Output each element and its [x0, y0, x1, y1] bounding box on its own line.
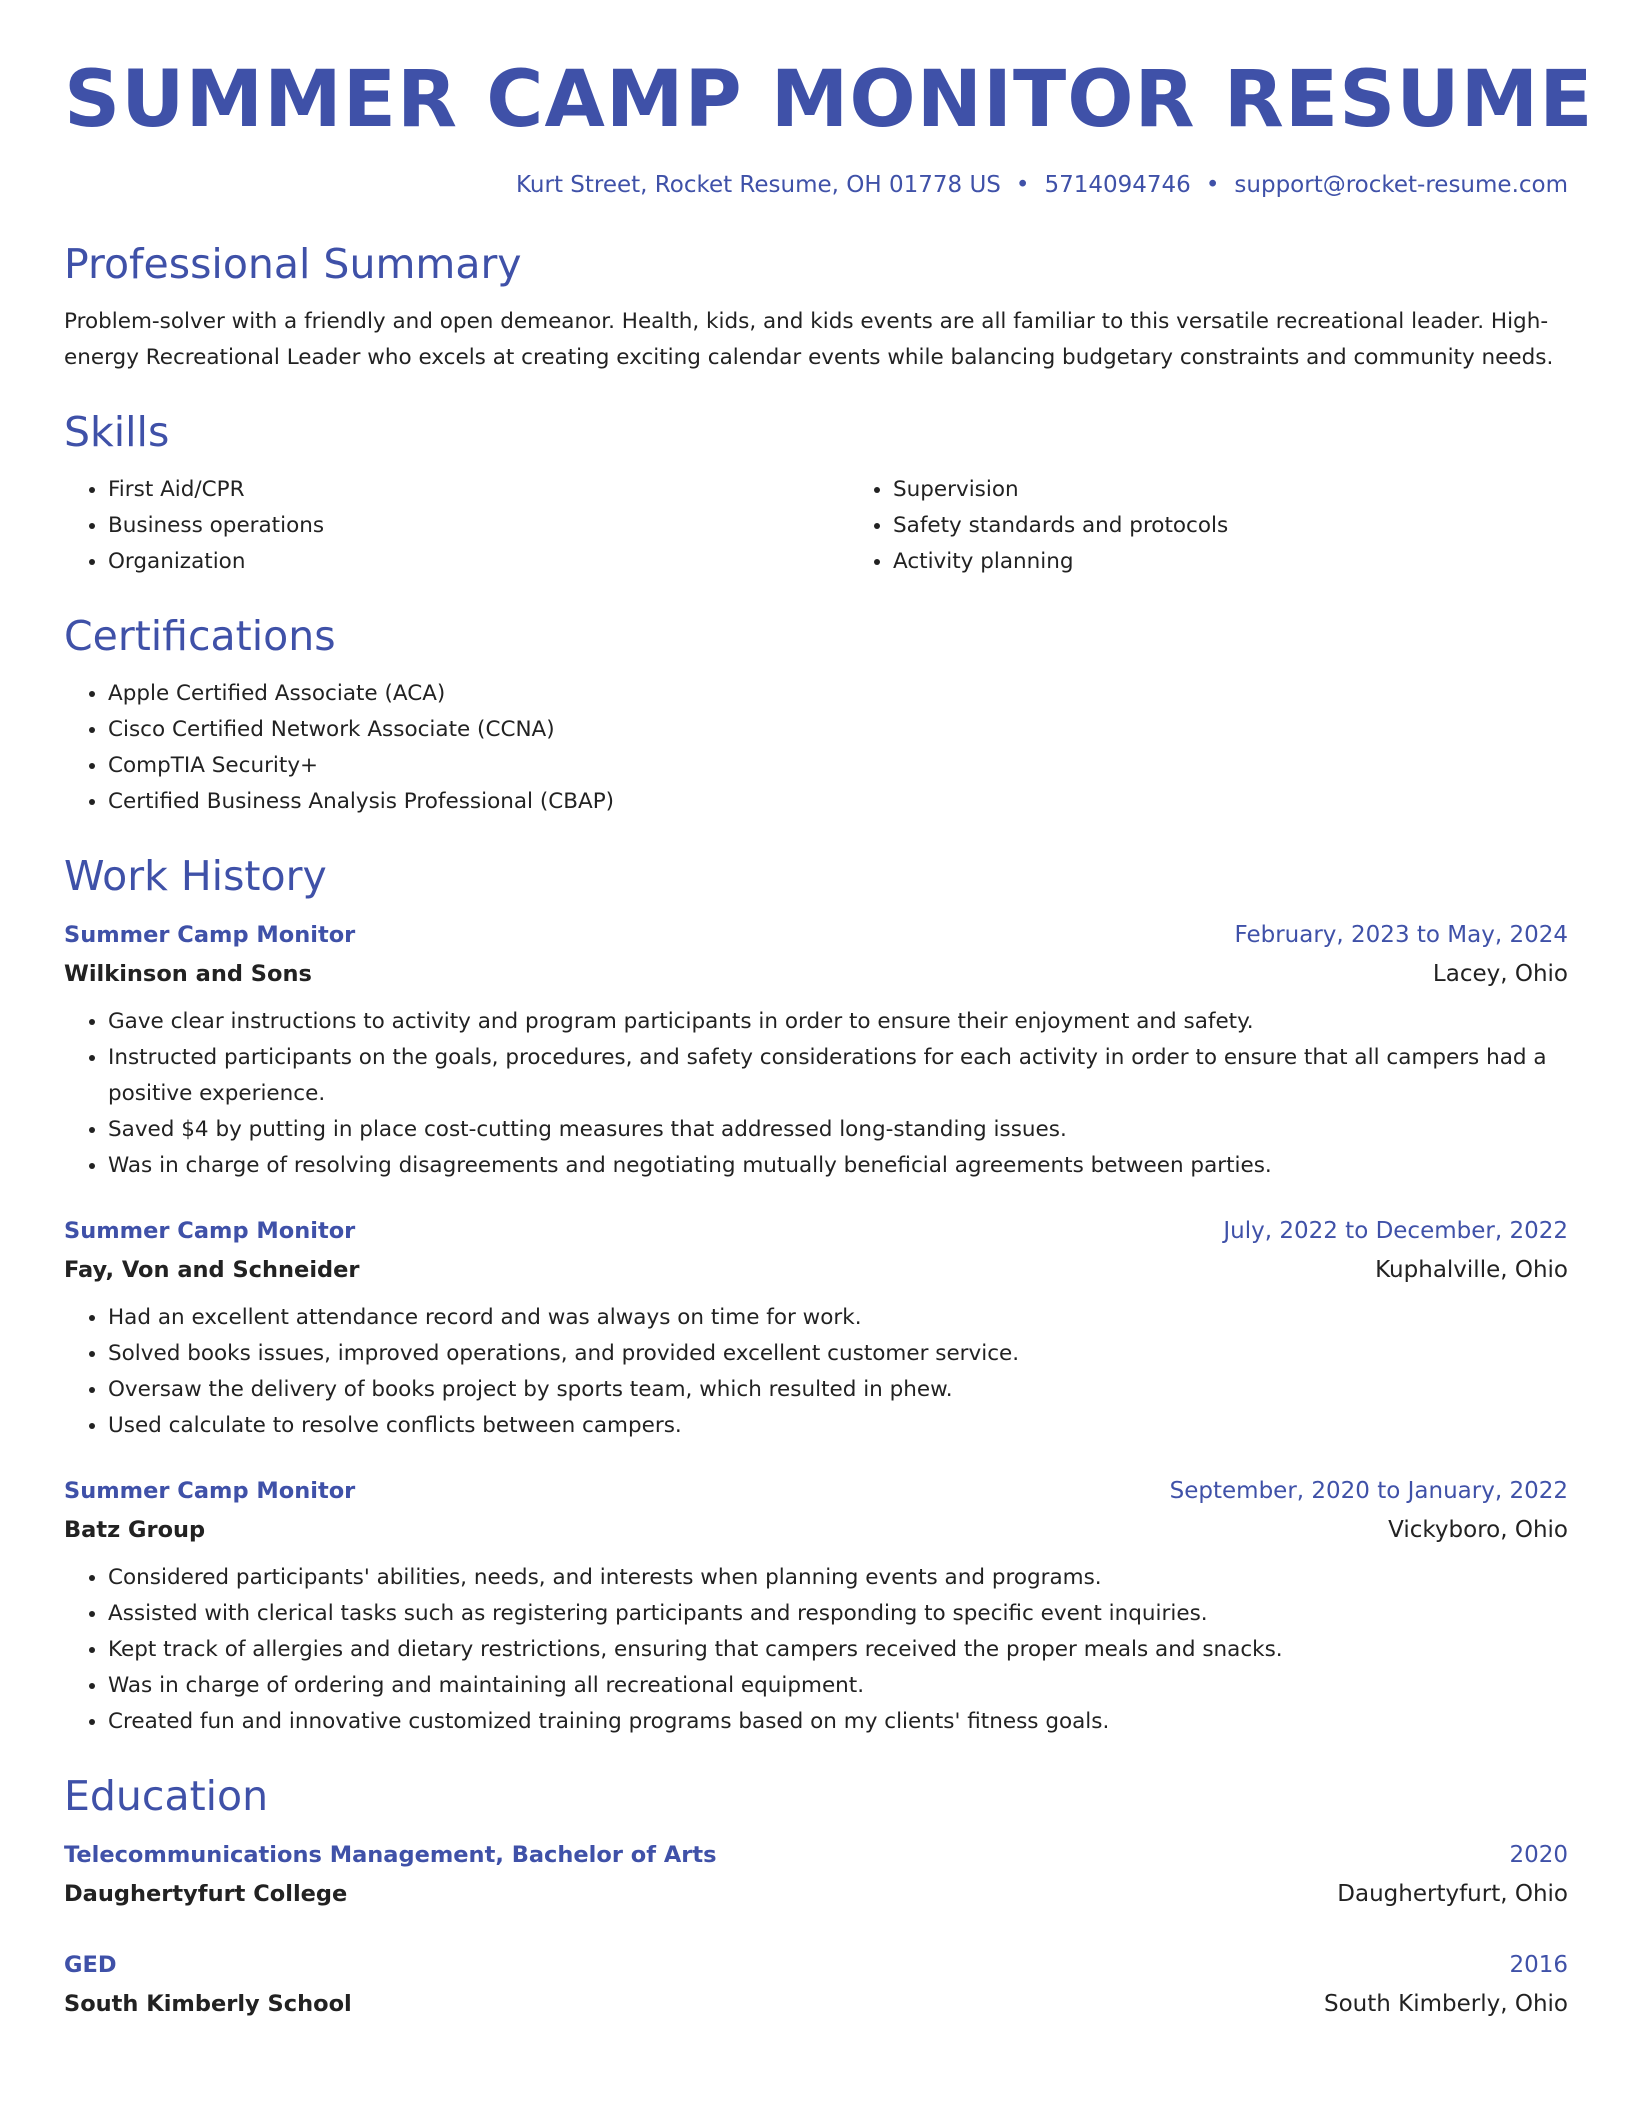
- job-company: Fay, Von and Schneider: [64, 1257, 360, 1283]
- education-subheader: [64, 1874, 1568, 1914]
- skill-item: • Supervision: [893, 472, 1568, 508]
- education-year: 2016: [1509, 1952, 1568, 1978]
- job-dates: September, 2020 to January, 2022: [1169, 1478, 1568, 1504]
- skill-item: • First Aid/CPR: [108, 472, 849, 508]
- job-location: Kuphalville, Ohio: [1375, 1257, 1568, 1283]
- job-bullet: • Saved $4 by putting in place cost-cutting measures that addressed long-standing issues.: [108, 1112, 1568, 1148]
- job-location: Vickyboro, Ohio: [1388, 1517, 1568, 1543]
- education-entry: [64, 1946, 1568, 2024]
- skill-item: • Activity planning: [893, 544, 1568, 580]
- job-bullet: • Was in charge of ordering and maintaining all recreational equipment.: [108, 1668, 1568, 1704]
- skills-section: [64, 406, 1568, 580]
- job-header: [64, 916, 1568, 954]
- certification-item: • Apple Certified Associate (ACA): [108, 676, 1568, 712]
- job-bullet: • Oversaw the delivery of books project by sports team, which resulted in phew.: [108, 1372, 1568, 1408]
- job-entry: [64, 916, 1568, 1184]
- job-bullets: [64, 1300, 1568, 1444]
- education-section: [64, 1770, 1568, 2024]
- education-location: Daughertyfurt, Ohio: [1337, 1881, 1568, 1907]
- job-company: Batz Group: [64, 1517, 206, 1543]
- skills-list-right: [849, 472, 1568, 580]
- job-bullet: • Considered participants' abilities, needs, and interests when planning events and programs.: [108, 1560, 1568, 1596]
- job-bullet: • Used calculate to resolve conflicts between campers.: [108, 1408, 1568, 1444]
- skills-grid: [64, 472, 1568, 580]
- job-company: Wilkinson and Sons: [64, 961, 312, 987]
- certification-item: • Certified Business Analysis Professional (CBAP): [108, 784, 1568, 820]
- education-heading: Education: [64, 1772, 269, 1820]
- job-subheader: [64, 1250, 1568, 1290]
- job-dates: February, 2023 to May, 2024: [1234, 922, 1568, 948]
- contact-address: Kurt Street, Rocket Resume, OH 01778 US: [515, 172, 1001, 198]
- job-bullet: • Kept track of allergies and dietary restrictions, ensuring that campers received the proper meals and snacks.: [108, 1632, 1568, 1668]
- job-header: [64, 1212, 1568, 1250]
- job-entry: [64, 1472, 1568, 1740]
- skill-item: • Business operations: [108, 508, 849, 544]
- job-bullets: [64, 1004, 1568, 1184]
- education-header: [64, 1836, 1568, 1874]
- contact-phone: 5714094746: [1044, 172, 1191, 198]
- certifications-heading: Certifications: [64, 612, 336, 660]
- job-subheader: [64, 1510, 1568, 1550]
- summary-section: [64, 238, 1568, 376]
- certifications-section: [64, 610, 1568, 820]
- certifications-list: [64, 676, 1568, 820]
- job-subheader: [64, 954, 1568, 994]
- education-year: 2020: [1509, 1842, 1568, 1868]
- education-school: Daughertyfurt College: [64, 1881, 348, 1907]
- job-dates: July, 2022 to December, 2022: [1223, 1218, 1568, 1244]
- skill-item: • Safety standards and protocols: [893, 508, 1568, 544]
- job-bullets: [64, 1560, 1568, 1740]
- contact-email[interactable]: support@rocket-resume.com: [1234, 172, 1568, 198]
- contact-line: [64, 170, 1568, 200]
- education-degree: GED: [64, 1952, 117, 1978]
- contact-separator: •: [1205, 172, 1220, 198]
- job-location: Lacey, Ohio: [1432, 961, 1568, 987]
- job-role: Summer Camp Monitor: [64, 922, 356, 948]
- education-header: [64, 1946, 1568, 1984]
- job-entry: [64, 1212, 1568, 1444]
- job-bullet: • Gave clear instructions to activity and program participants in order to ensure their enjoyment and safety.: [108, 1004, 1568, 1040]
- skill-item: • Organization: [108, 544, 849, 580]
- job-role: Summer Camp Monitor: [64, 1478, 356, 1504]
- contact-separator: •: [1015, 172, 1030, 198]
- education-subheader: [64, 1984, 1568, 2024]
- job-bullet: • Instructed participants on the goals, procedures, and safety considerations for each activity in order to ensure that all campers had a positive experience.: [108, 1040, 1568, 1112]
- certification-item: • Cisco Certified Network Associate (CCNA): [108, 712, 1568, 748]
- work-heading: Work History: [64, 852, 327, 900]
- education-location: South Kimberly, Ohio: [1323, 1991, 1568, 2017]
- resume-title: SUMMER CAMP MONITOR RESUME: [64, 55, 1594, 145]
- job-bullet: • Had an excellent attendance record and was always on time for work.: [108, 1300, 1568, 1336]
- education-school: South Kimberly School: [64, 1991, 352, 2017]
- education-entry: [64, 1836, 1568, 1914]
- summary-heading: Professional Summary: [64, 240, 522, 288]
- job-bullet: • Created fun and innovative customized training programs based on my clients' fitness goals.: [108, 1704, 1568, 1740]
- work-section: [64, 850, 1568, 1740]
- summary-text: Problem-solver with a friendly and open demeanor. Health, kids, and kids events are all familiar to this versatile recreational leader. High-energy Recreational Leader who excels at creating exciting calendar events while balancing budgetary constraints and community needs.: [64, 309, 1554, 370]
- skills-list-left: [64, 472, 849, 580]
- job-bullet: • Was in charge of resolving disagreements and negotiating mutually beneficial agreements between parties.: [108, 1148, 1568, 1184]
- job-header: [64, 1472, 1568, 1510]
- certification-item: • CompTIA Security+: [108, 748, 1568, 784]
- education-degree: Telecommunications Management, Bachelor of Arts: [64, 1842, 717, 1868]
- job-bullet: • Assisted with clerical tasks such as registering participants and responding to specific event inquiries.: [108, 1596, 1568, 1632]
- skills-heading: Skills: [64, 408, 170, 456]
- job-bullet: • Solved books issues, improved operations, and provided excellent customer service.: [108, 1336, 1568, 1372]
- job-role: Summer Camp Monitor: [64, 1218, 356, 1244]
